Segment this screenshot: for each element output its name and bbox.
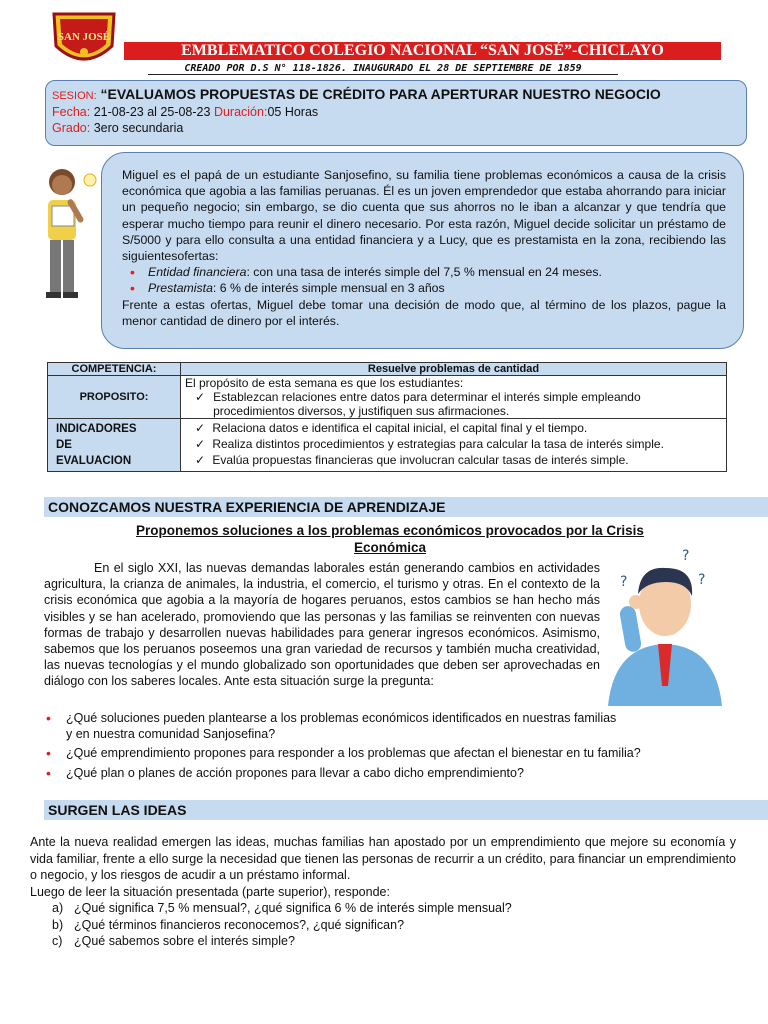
- duration-label: Duración:: [213, 105, 268, 119]
- session-label: SESION:: [52, 90, 97, 102]
- section-heading-experience: CONOZCAMOS NUESTRA EXPERIENCIA DE APRENDIZAJE: [44, 497, 768, 517]
- story-closing: Frente a estas ofertas, Miguel debe tomar una decisión de modo que, al término de los plazos, pague la menor cantidad de dinero por el interés.: [122, 297, 726, 328]
- question-item: • ¿Qué plan o planes de acción propones para llevar a cabo dicho emprendimiento?: [44, 765, 734, 781]
- offer-item: [148, 280, 726, 296]
- indicator-item: [195, 452, 722, 468]
- creation-note: CREADO POR D.S N° 118-1826. INAUGURADO EL 28 DE SEPTIEMBRE DE 1859: [148, 63, 618, 75]
- proposito-item: Establezcan relaciones entre datos para determinar el interés simple empleando procedimientos diversos, y justifiquen sus afirmaciones.: [213, 390, 641, 418]
- proposito-cell: [181, 376, 727, 419]
- indicadores-label-line: DE: [56, 439, 72, 451]
- item-text: ¿Qué términos financieros reconocemos?, ¿qué significan?: [74, 917, 405, 932]
- student-illustration: [28, 160, 108, 310]
- story-box: [101, 152, 744, 349]
- offer-item: [148, 264, 726, 280]
- indicator-item: [195, 420, 722, 436]
- section-title-line: Proponemos soluciones a los problemas económicos provocados por la Crisis: [136, 523, 644, 538]
- ideas-item: [30, 933, 736, 950]
- indicator-item: [195, 436, 722, 452]
- svg-text:?: ?: [698, 572, 706, 588]
- indicadores-cell: [181, 419, 727, 472]
- check-icon: ✓: [195, 390, 206, 404]
- school-logo: [48, 10, 120, 72]
- ideas-item: [30, 917, 736, 934]
- competence-table: [47, 362, 727, 472]
- question-list: [44, 710, 734, 784]
- date-value: 21-08-23 al 25-08-23: [93, 105, 211, 119]
- offer-label: Prestamista: [148, 281, 213, 296]
- ideas-paragraph: Ante la nueva realidad emergen las ideas, muchas familias han apostado por un emprendimiento que mejore su economía y vida familiar, frente a ello surge la necesidad que tienen las personas de recurrir a un crédito, para financiar un emprendimiento o negocio, y los riesgos de acudir a un préstamo informal.: [30, 835, 736, 882]
- context-paragraph: [44, 560, 600, 690]
- context-text: En el siglo XXI, las nuevas demandas laborales están generando cambios en actividades agricultura, la crianza de animales, la industria, el comercio, el turismo y otras. En el contexto de la crisis económica que agobia a la mayoría de hogares peruanos, estos cambios se han hecho más visibles y se han acelerado, promoviendo que las personas y las familias se reinventen con nuevas formas de trabajo y desarrollen nuevas habilidades para generar ingresos económicos. Asimismo, sabemos que los peruanos poseemos una gran variedad de recursos y también mucha creatividad, las nuevas tecnologías y el mundo globalizado son oportunidades que deben ser aprovechadas en diálogo con los saberes locales. Ante esta situación surge la pregunta:: [44, 561, 600, 689]
- competencia-label: COMPETENCIA:: [48, 363, 181, 376]
- check-icon: ✓: [195, 421, 206, 435]
- indicadores-label: [48, 419, 181, 472]
- item-text: ¿Qué sabemos sobre el interés simple?: [74, 934, 295, 948]
- indicadores-label-line: INDICADORES: [56, 423, 137, 435]
- ideas-block: [30, 834, 736, 950]
- proposito-intro: El propósito de esta semana es que los estudiantes:: [185, 376, 464, 390]
- grade-label: Grado:: [52, 121, 91, 135]
- svg-text:?: ?: [620, 574, 628, 590]
- question-item: • ¿Qué soluciones pueden plantearse a los problemas económicos identificados en nuestras familias y en nuestra comunidad Sanjosefina?: [44, 710, 626, 742]
- logo-text: SAN JOSÉ: [57, 31, 111, 43]
- duration-value: 05 Horas: [267, 105, 319, 119]
- offer-text: : 6 % de interés simple mensual en 3 años: [212, 281, 445, 296]
- story-intro: Miguel es el papá de un estudiante Sanjosefino, su familia tiene problemas económicos a causa de la crisis económica que agobia a las familias peruanas. Él es un joven emprendedor que estaba ahorrando para iniciar un pequeño negocio; sin embargo, se dio cuenta que sus ahorros no le iban a alcanzar y que tendría que esperar mucho tiempo para reunir el dinero necesario. Por esta razón, Miguel decide solicitar un préstamo de S/5000 y para ello consulta a una entidad financiera y a Lucy, que es prestamista en la zona, recibiendo las siguientesofertas:: [122, 168, 726, 264]
- ideas-instruction: Luego de leer la situación presentada (parte superior), responde:: [30, 884, 390, 899]
- section-heading-ideas: SURGEN LAS IDEAS: [44, 800, 768, 820]
- svg-text:?: ?: [682, 548, 690, 564]
- indicator-text: Evalúa propuestas financieras que involucran calcular tasas de interés simple.: [212, 453, 629, 467]
- item-marker: a): [52, 901, 64, 915]
- proposito-label: PROPOSITO:: [48, 376, 181, 419]
- school-banner: EMBLEMATICO COLEGIO NACIONAL “SAN JOSÉ”-CHICLAYO: [124, 42, 721, 60]
- ideas-item: [30, 900, 736, 917]
- session-box: [45, 80, 747, 146]
- date-label: Fecha:: [52, 105, 91, 119]
- competencia-value: Resuelve problemas de cantidad: [181, 363, 727, 376]
- question-item: • ¿Qué emprendimiento propones para responder a los problemas que afectan el bienestar en tu familia?: [44, 745, 734, 761]
- check-icon: ✓: [195, 437, 206, 451]
- indicadores-label-line: EVALUACION: [56, 455, 132, 467]
- indicator-text: Realiza distintos procedimientos y estrategias para calcular la tasa de interés simple.: [212, 437, 664, 451]
- grade-value: 3ero secundaria: [93, 121, 184, 135]
- check-icon: ✓: [195, 453, 206, 467]
- offer-label: Entidad financiera: [148, 265, 247, 280]
- item-marker: c): [52, 934, 63, 948]
- item-marker: b): [52, 917, 64, 932]
- indicator-text: Relaciona datos e identifica el capital inicial, el capital final y el tiempo.: [212, 421, 588, 435]
- offer-text: : con una tasa de interés simple del 7,5 % mensual en 24 meses.: [246, 265, 602, 280]
- item-text: ¿Qué significa 7,5 % mensual?, ¿qué significa 6 % de interés simple mensual?: [74, 901, 512, 915]
- worried-man-illustration: [600, 546, 730, 706]
- session-title: “EVALUAMOS PROPUESTAS DE CRÉDITO PARA APERTURAR NUESTRO NEGOCIO: [100, 86, 661, 102]
- section-title-line: Económica: [353, 540, 427, 555]
